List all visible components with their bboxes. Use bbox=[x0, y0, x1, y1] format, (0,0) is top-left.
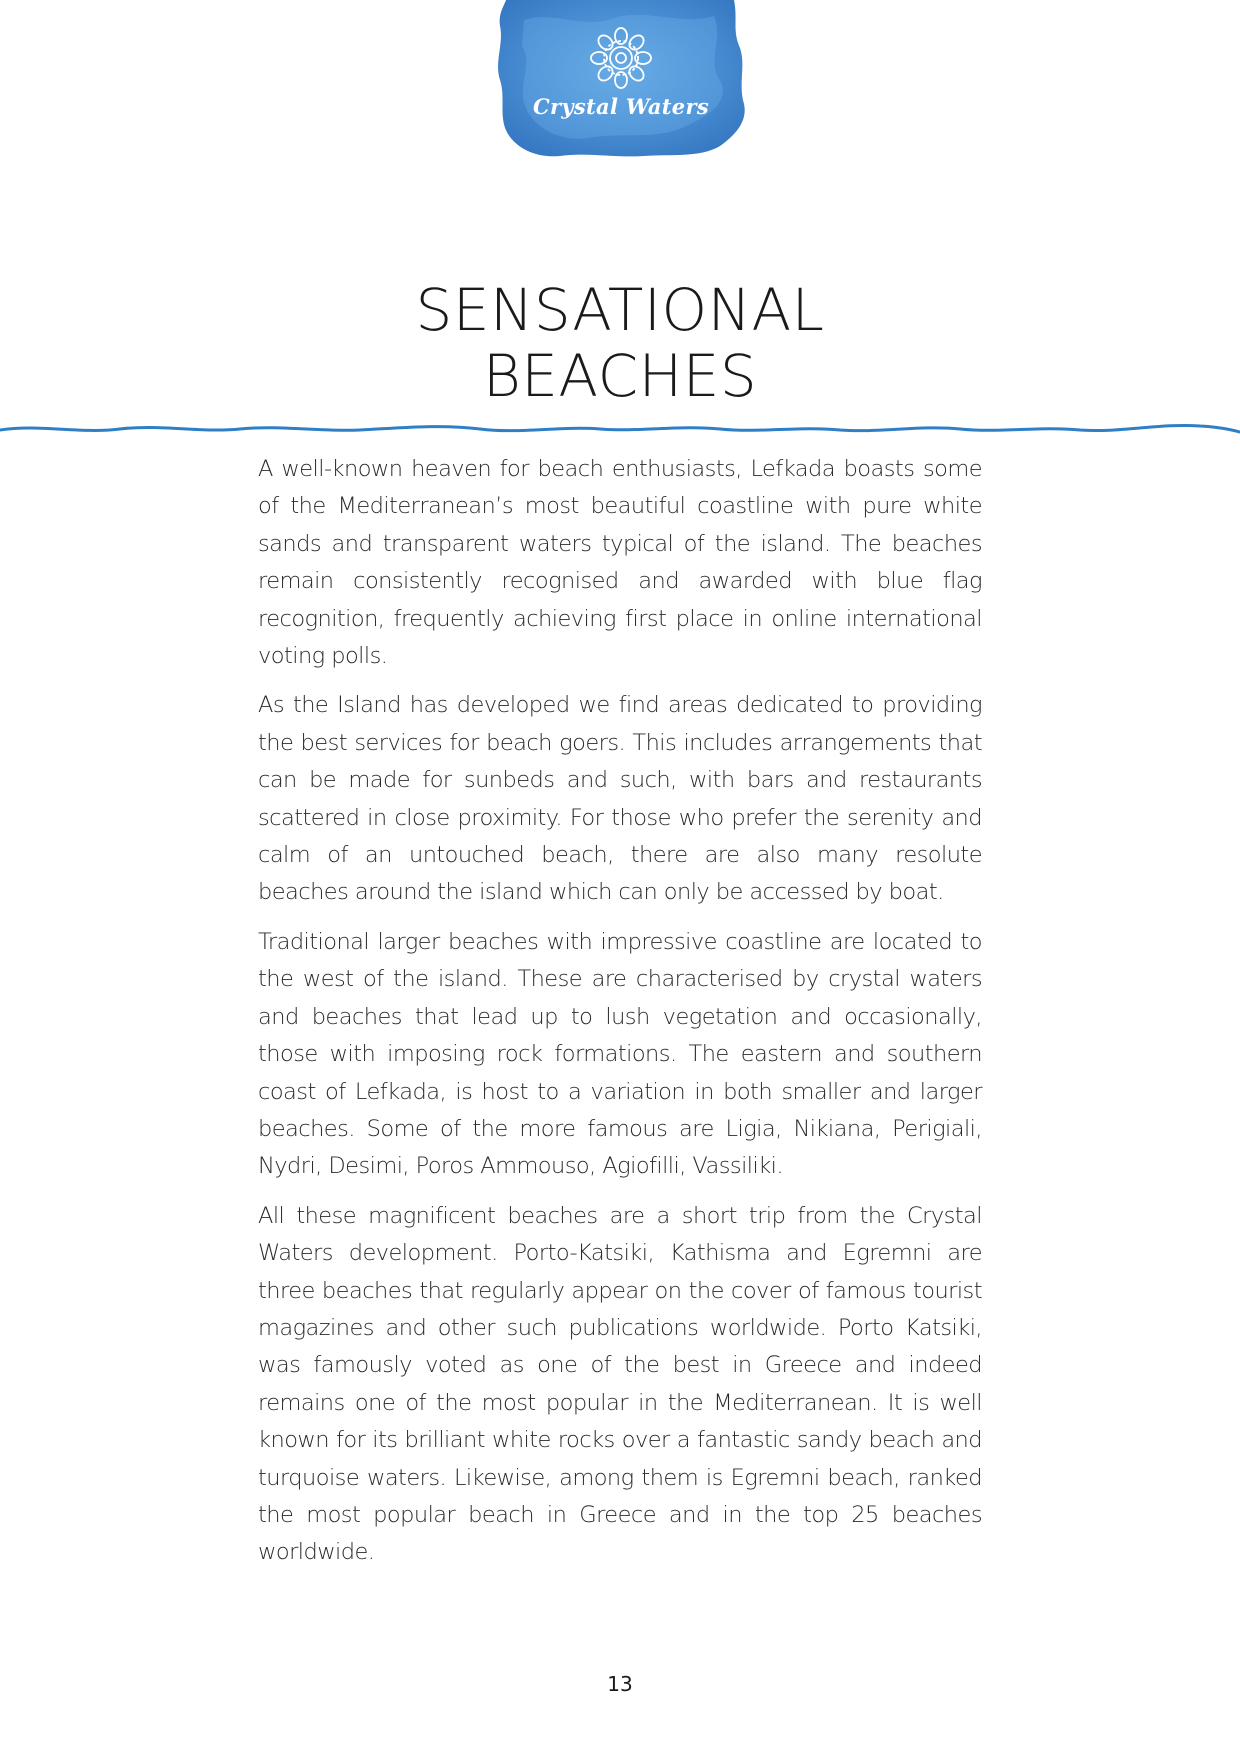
paragraph-3: Traditional larger beaches with impressive coastline are located to the west of the island. These are characterised by crystal waters and beaches that lead up to lush vegetation and occasionally, those with imposing rock formations. The eastern and southern coast of Lefkada, is host to a variation in both smaller and larger beaches. Some of the more famous are Ligia, Nikiana, Perigiali, Nydri, Desimi, Poros Ammouso, Agiofilli, Vassiliki. bbox=[258, 928, 982, 1180]
paragraph-1: A well-known heaven for beach enthusiasts, Lefkada boasts some of the Mediterranean’s most beautiful coastline with pure white sands and transparent waters typical of the island. The beaches remain consistently recognised and awarded with blue flag recognition, frequently achieving first place in online international voting polls. bbox=[258, 456, 982, 670]
paragraph-4: All these magnificent beaches are a short trip from the Crystal Waters development. Porto-Katsiki, Kathisma and Egremni are three beaches that regularly appear on the cover of famous tourist magazines and other such publications worldwide. Porto Katsiki, was famously voted as one of the best in Greece and indeed remains one of the most popular in the Mediterranean. It is well known for its brilliant white rocks over a fantastic sandy beach and turquoise waters. Likewise, among them is Egremni beach, ranked the most popular beach in Greece and in the top 25 beaches worldwide. bbox=[258, 1202, 982, 1566]
brand-logo bbox=[494, 0, 748, 160]
page-title bbox=[0, 277, 1240, 409]
title-line-2: BEACHES bbox=[482, 342, 758, 410]
watercolor-splash bbox=[494, 0, 748, 160]
title-line-1: SENSATIONAL bbox=[415, 276, 825, 344]
page-number: 13 bbox=[607, 1672, 633, 1696]
brand-name: Crystal Waters bbox=[533, 94, 709, 119]
paragraph-2: As the Island has developed we find areas dedicated to providing the best services for beach goers. This includes arrangements that can be made for sunbeds and such, with bars and restaurants scattered in close proximity. For those who prefer the serenity and calm of an untouched beach, there are also many resolute beaches around the island which can only be accessed by boat. bbox=[258, 692, 982, 906]
article-body bbox=[258, 451, 982, 1584]
wave-divider bbox=[0, 418, 1240, 442]
